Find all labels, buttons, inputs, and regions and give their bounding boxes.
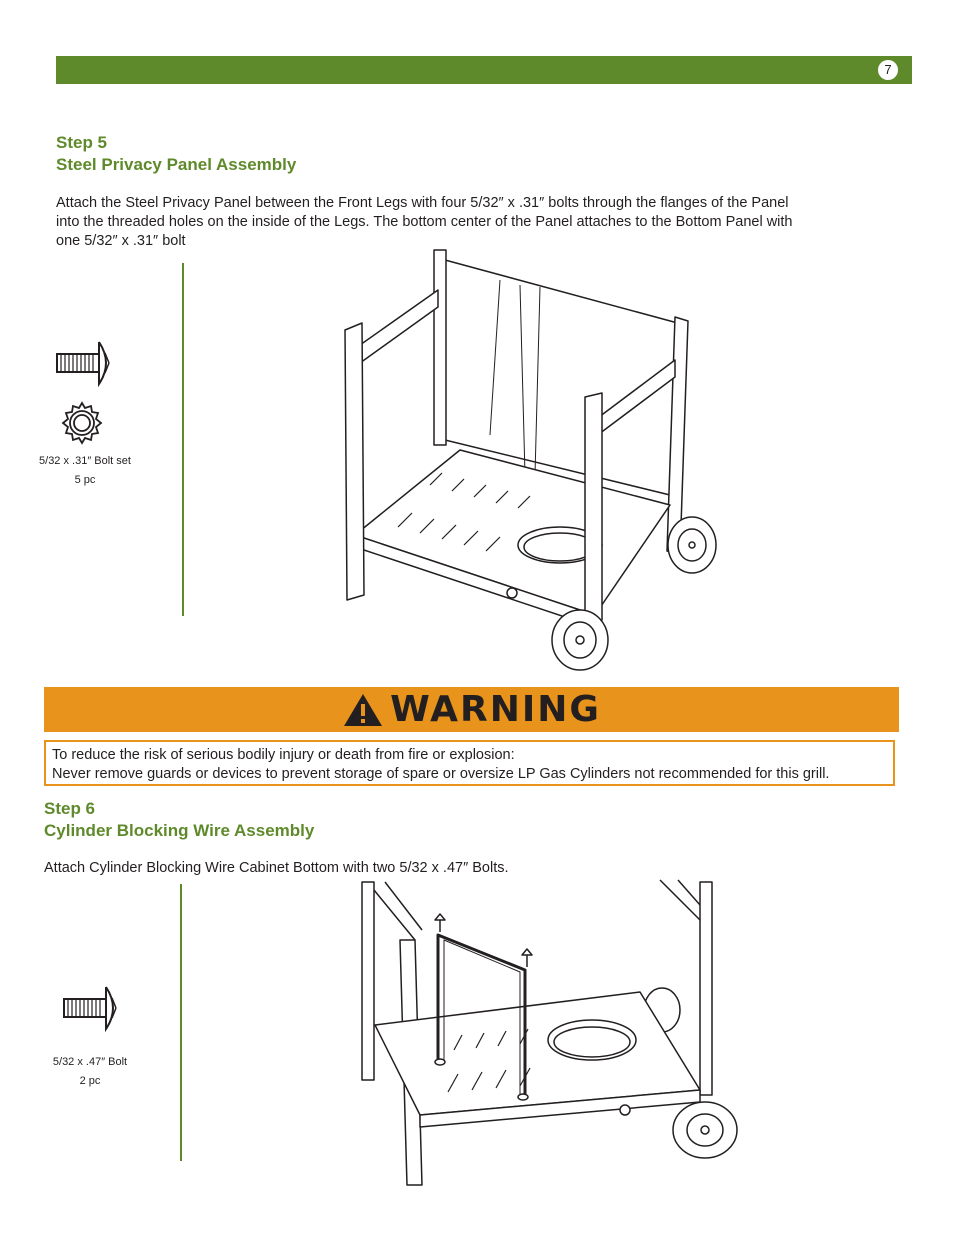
step6-part-qty: 2 pc [79, 1075, 101, 1087]
page-number: 7 [878, 60, 898, 80]
step6-title: Cylinder Blocking Wire Assembly [44, 821, 315, 840]
step5-label: Step 5 [56, 133, 108, 152]
lock-washer-icon [60, 401, 104, 445]
header-bar [56, 56, 912, 84]
bolt-icon [55, 338, 115, 388]
step5-title: Steel Privacy Panel Assembly [56, 155, 297, 174]
bolt-icon [62, 983, 122, 1033]
step6-cart-diagram [360, 880, 745, 1190]
step6-instructions: Attach Cylinder Blocking Wire Cabinet Bottom with two 5/32 x .47″ Bolts. [44, 860, 509, 876]
step5-cart-diagram [330, 245, 730, 670]
warning-triangle-icon [342, 692, 384, 728]
step6-label: Step 6 [44, 799, 96, 818]
step5-part-name: 5/32 x .31″ Bolt set [39, 455, 131, 467]
warning-heading: WARNING [390, 689, 601, 730]
warning-line1: To reduce the risk of serious bodily injury or death from fire or explosion: [52, 747, 515, 763]
warning-banner [44, 687, 899, 732]
step5-instructions-line1: Attach the Steel Privacy Panel between the Front Legs with four 5/32″ x .31″ bolts through the flanges of the Panel [56, 195, 789, 211]
warning-message-box [44, 740, 895, 786]
step5-part-qty: 5 pc [74, 474, 96, 486]
step5-divider [182, 263, 184, 616]
step6-divider [180, 884, 182, 1161]
step5-instructions-line3: one 5/32″ x .31″ bolt [56, 233, 186, 249]
step5-instructions-line2: into the threaded holes on the inside of the Legs. The bottom center of the Panel attaches to the Bottom Panel with [56, 214, 793, 230]
warning-line2: Never remove guards or devices to prevent storage of spare or oversize LP Gas Cylinders not recommended for this grill. [52, 766, 830, 782]
step6-part-name: 5/32 x .47″ Bolt [52, 1056, 128, 1068]
